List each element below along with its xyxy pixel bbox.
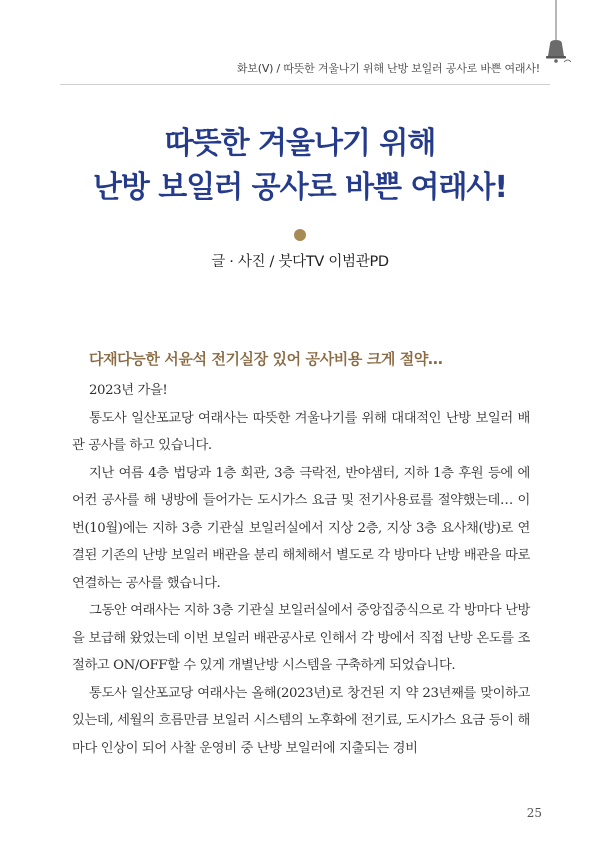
article-title-line-2: 난방 보일러 공사로 바쁜 여래사!	[92, 170, 508, 205]
article-body	[72, 377, 530, 762]
paragraph: 2023년 가을!	[89, 383, 168, 398]
paragraph: 통도사 일산포교당 여래사는 올해(2023년)로 창건된 지 약 23년째를 맞이하고 있는데, 세월의 흐름만큼 보일러 시스템의 노후화에 전기료, 도시가스 요금 등이 해마다 인상이 되어 사찰 운영비 중 난방 보일러에 지출되는 경비	[72, 685, 530, 756]
byline: 글 · 사진 / 붓다TV 이범관PD	[211, 254, 389, 270]
paragraph: 통도사 일산포교당 여래사는 따뜻한 겨울나기를 위해 대대적인 난방 보일러 배관 공사를 하고 있습니다.	[72, 410, 530, 453]
article-title-line-1: 따뜻한 겨울나기 위해	[164, 126, 436, 161]
temple-bell-icon	[538, 0, 574, 70]
running-header: 화보(Ⅴ) / 따뜻한 겨울나기 위해 난방 보일러 공사로 바쁜 여래사!	[236, 62, 540, 75]
paragraph: 지난 여름 4층 법당과 1층 회관, 3층 극락전, 반야샘터, 지하 1층 후원 등에 에어컨 공사를 해 냉방에 들어가는 도시가스 요금 및 전기사용료를 절약했는데… 이번(10월)에는 지하 3층 기관실 보일러실에서 지상 2층, 지상 3층 요사채(방)로 연결된 기존의 난방 보일러 배관을 분리 해체해서 별도로 각 방마다 난방 배관을 따로 연결하는 공사를 했습니다.	[72, 465, 530, 591]
paragraph: 그동안 여래사는 지하 3층 기관실 보일러실에서 중앙집중식으로 각 방마다 난방을 보급해 왔었는데 이번 보일러 배관공사로 인해서 각 방에서 직접 난방 온도를 조절하고 ON/OFF할 수 있게 개별난방 시스템을 구축하게 되었습니다.	[72, 603, 530, 673]
subheading: 다재다능한 서윤석 전기실장 있어 공사비용 크게 절약…	[89, 350, 443, 368]
page-number: 25	[526, 806, 542, 820]
accent-dot	[294, 229, 306, 241]
header-divider	[60, 84, 550, 85]
